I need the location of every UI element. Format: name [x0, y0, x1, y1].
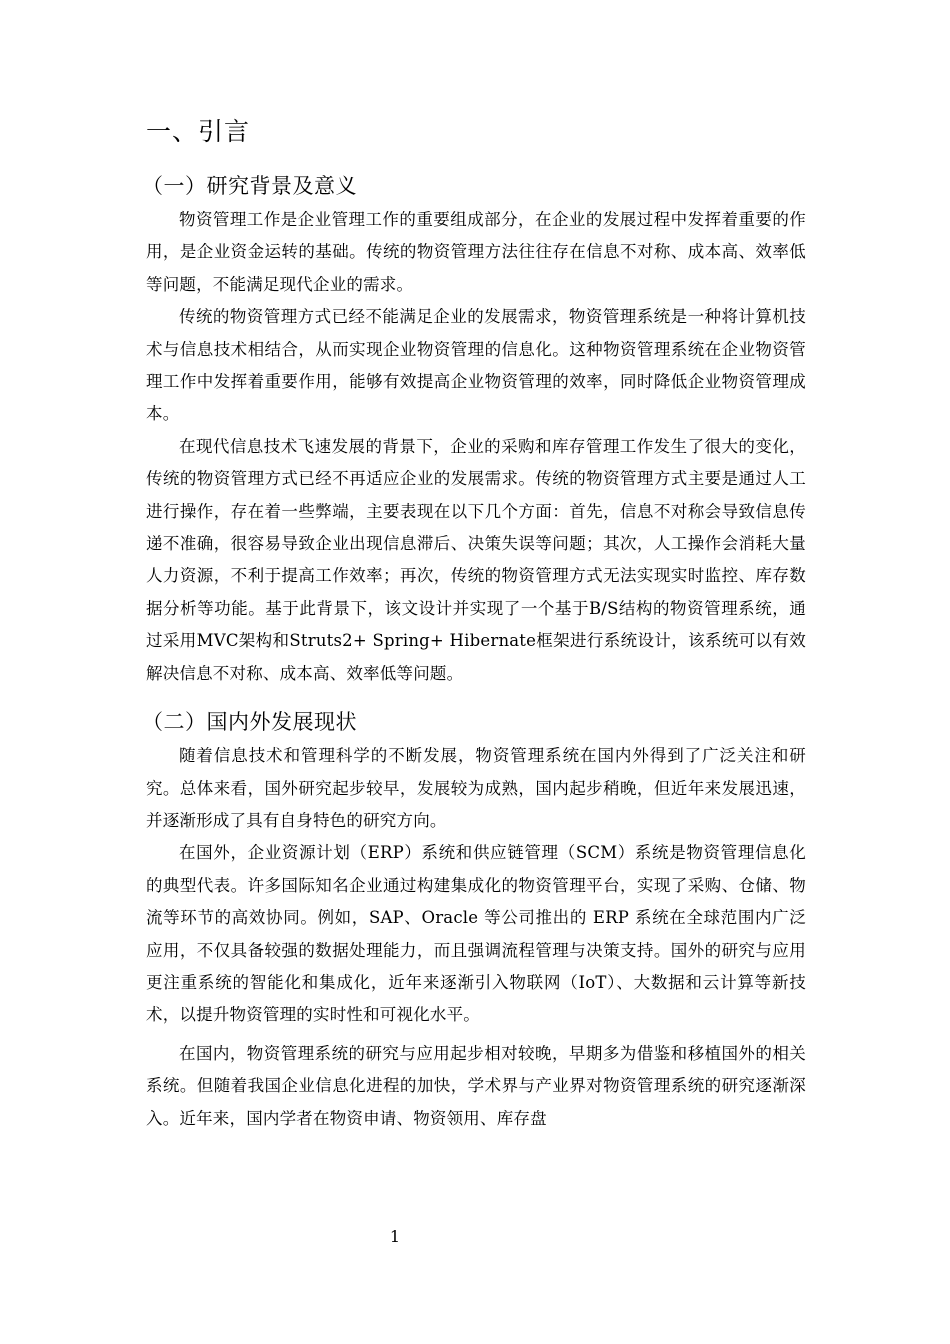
paragraph: 在现代信息技术飞速发展的背景下，企业的采购和库存管理工作发生了很大的变化，传统的物资管理方式已经不再适应企业的发展需求。传统的物资管理方式主要是通过人工进行操作，存在着一些弊端，主要表现在以下几个方面：首先，信息不对称会导致信息传递不准确，很容易导致企业出现信息滞后、决策失误等问题；其次，人工操作会消耗大量人力资源，不利于提高工作效率；再次，传统的物资管理方式无法实现实时监控、库存数据分析等功能。基于此背景下，该文设计并实现了一个基于B/S结构的物资管理系统，通过采用MVC架构和Struts2+ Spring+ Hibernate框架进行系统设计，该系统可以有效解决信息不对称、成本高、效率低等问题。	[146, 436, 806, 683]
paragraph: 物资管理工作是企业管理工作的重要组成部分，在企业的发展过程中发挥着重要的作用，是企业资金运转的基础。传统的物资管理方法往往存在信息不对称、成本高、效率低等问题，不能满足现代企业的需求。	[146, 210, 806, 294]
section-heading-introduction: 一、引言	[146, 117, 251, 146]
page-number: 1	[389, 1227, 401, 1246]
paragraph: 传统的物资管理方式已经不能满足企业的发展需求，物资管理系统是一种将计算机技术与信息技术相结合，从而实现企业物资管理的信息化。这种物资管理系统在企业物资管理工作中发挥着重要作用，能够有效提高企业物资管理的效率，同时降低企业物资管理成本。	[146, 307, 806, 424]
subsection-heading-status: （二）国内外发展现状	[142, 710, 357, 735]
subsection-heading-background: （一）研究背景及意义	[142, 174, 357, 198]
paragraph: 在国外，企业资源计划（ERP）系统和供应链管理（SCM）系统是物资管理信息化的典型代表。许多国际知名企业通过构建集成化的物资管理平台，实现了采购、仓储、物流等环节的高效协同。例如，SAP、Oracle 等公司推出的 ERP 系统在全球范围内广泛应用，不仅具备较强的数据处理能力，而且强调流程管理与决策支持。国外的研究与应用更注重系统的智能化和集成化，近年来逐渐引入物联网（IoT）、大数据和云计算等新技术，以提升物资管理的实时性和可视化水平。	[146, 843, 806, 1025]
document-body	[142, 112, 806, 1135]
paragraph: 在国内，物资管理系统的研究与应用起步相对较晚，早期多为借鉴和移植国外的相关系统。但随着我国企业信息化进程的加快，学术界与产业界对物资管理系统的研究逐渐深入。近年来，国内学者在物资申请、物资领用、库存盘	[146, 1043, 806, 1128]
paragraph: 随着信息技术和管理科学的不断发展，物资管理系统在国内外得到了广泛关注和研究。总体来看，国外研究起步较早，发展较为成熟，国内起步稍晚，但近年来发展迅速，并逐渐形成了具有自身特色的研究方向。	[146, 746, 806, 830]
